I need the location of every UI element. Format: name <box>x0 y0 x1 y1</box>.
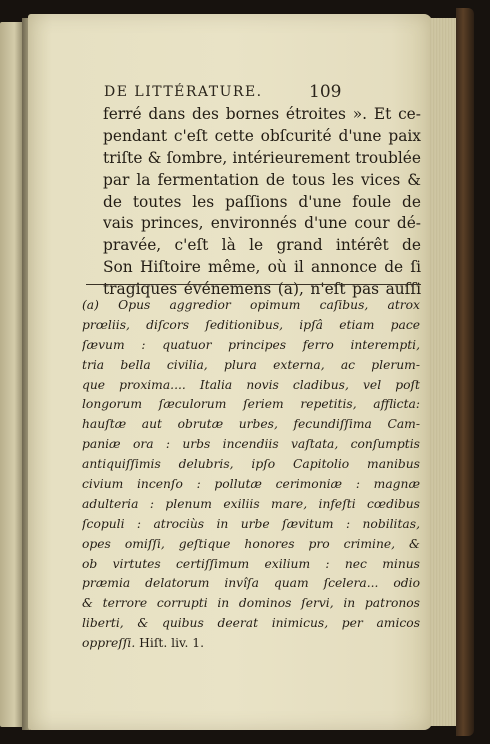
footnote-rule <box>86 284 421 285</box>
footnote-line: que proxima.... Italia novis cladibus, vel poſt <box>82 377 420 392</box>
text-line: tragiques événemens (a), n'eſt pas auſſi <box>103 280 421 299</box>
text-line: par la fermentation de tous les vices & <box>103 170 421 189</box>
footnote-line: prœliis, diſcors ſeditionibus, ipſâ etiam pace <box>82 317 420 332</box>
running-header <box>104 84 434 100</box>
page-number: 109 <box>309 82 342 102</box>
main-text <box>103 104 421 301</box>
running-title: DE LITTÉRATURE. <box>104 84 263 100</box>
footnote-line: liberti, & quibus deerat inimicus, per amicos <box>82 616 420 631</box>
text-line: ferré dans des bornes étroites ». Et ce- <box>103 105 421 123</box>
footnote-line: ob virtutes certiſſimum exilium : nec minus <box>82 556 420 571</box>
footnote-line: & terrore corrupti in dominos ſervi, in patronos <box>82 596 420 611</box>
footnote-line: tria bella civilia, plura externa, ac plerum- <box>82 357 420 372</box>
facing-page-edge <box>0 22 24 727</box>
footnote-citation: Hiſt. liv. 1. <box>139 636 205 651</box>
footnote-line: antiquiſſimis delubris, ipſo Capitolio manibus <box>82 457 420 472</box>
footnote-line: civium incenſo : pollutæ cerimoniæ : magnæ <box>82 477 420 492</box>
footnote-last-line <box>82 634 420 654</box>
text-line: vais princes, environnés d'une cour dé- <box>103 214 421 233</box>
footnote-line: præmia delatorum invîſa quam ſcelera... odio <box>82 576 420 591</box>
book-cover <box>456 8 474 736</box>
text-line: triſte & ſombre, intérieurement troublée <box>103 148 421 167</box>
footnote-line: paniæ ora : urbs incendiis vaſtata, conſumptis <box>82 437 420 452</box>
text-line: pravée, c'eſt là le grand intérêt de <box>103 236 421 255</box>
footnote-line: ſævum : quatuor principes ferro interempti, <box>82 337 420 352</box>
text-line: de toutes les paſſions d'une foule de <box>103 192 421 211</box>
footnote-line: ſcopuli : atrociùs in urbe ſævitum : nobilitas, <box>82 516 420 531</box>
footnote <box>82 296 420 654</box>
footnote-line: hauſtæ aut obrutæ urbes, fecundiſſima Cam- <box>82 417 420 432</box>
footnote-line: adulteria : plenum exiliis mare, infeſti cœdibus <box>82 496 420 511</box>
footnote-line: longorum ſæculorum ſeriem repetitis, afflicta: <box>82 397 420 412</box>
footnote-line: (a) Opus aggredior opimum caſibus, atrox <box>82 298 420 312</box>
text-line: pendant c'eſt cette obſcurité d'une paix <box>103 126 421 145</box>
footnote-line: oppreſſi. <box>82 636 136 651</box>
footnote-line: opes omiſſi, geſtique honores pro crimine, & <box>82 536 420 551</box>
text-line: Son Hiſtoire même, où il annonce de ſi <box>103 258 421 277</box>
